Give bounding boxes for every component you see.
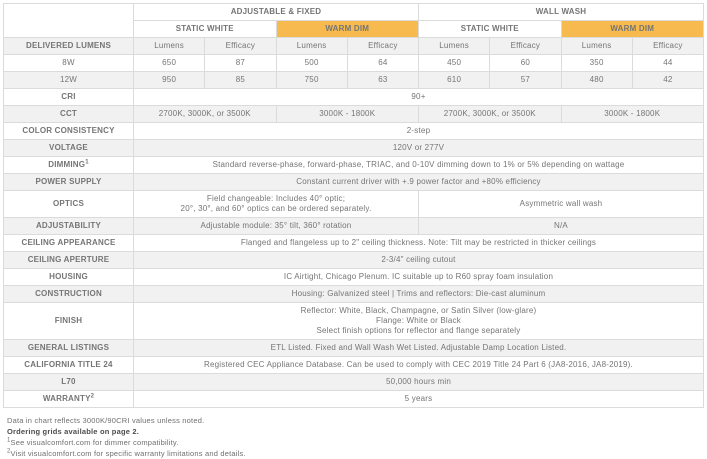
footnote-warranty (7, 448, 704, 459)
header-group-row (4, 4, 704, 21)
delivered-lumens-label: DELIVERED LUMENS (4, 38, 134, 55)
row-ceiling-appearance (4, 235, 704, 252)
dimming-label-text: DIMMING (48, 160, 86, 169)
row-california-title-24 (4, 357, 704, 374)
california-title-24-value: Registered CEC Appliance Database. Can be used to comply with CEC 2019 Title 24 Part 6 (JA8-2016, JA8-2019). (134, 357, 704, 374)
footnote-dimmer-text: See visualcomfort.com for dimmer compatibility. (10, 438, 179, 447)
row-cct (4, 106, 704, 123)
row-l70 (4, 374, 704, 391)
row-color-consistency (4, 123, 704, 140)
dimming-value: Standard reverse-phase, forward-phase, TRIAC, and 0-10V dimming down to 1% or 5% depending on wattage (134, 157, 704, 174)
col-efficacy: Efficacy (347, 38, 418, 55)
optics-value-wall-wash: Asymmetric wall wash (419, 191, 704, 218)
cct-value-ww-warm: 3000K - 1800K (561, 106, 704, 123)
value-cell: 57 (490, 72, 561, 89)
footnote-data-basis: Data in chart reflects 3000K/90CRI values unless noted. (7, 416, 205, 425)
subgroup-static-white-right: STATIC WHITE (419, 21, 562, 38)
adjustability-label: ADJUSTABILITY (4, 218, 134, 235)
value-cell: 610 (419, 72, 490, 89)
value-cell: 85 (205, 72, 276, 89)
construction-label: CONSTRUCTION (4, 286, 134, 303)
color-consistency-value: 2-step (134, 123, 704, 140)
optics-line2: 20°, 30°, and 60° optics can be ordered separately. (180, 204, 372, 213)
lumens-row-12w (4, 72, 704, 89)
value-cell: 87 (205, 55, 276, 72)
general-listings-label: GENERAL LISTINGS (4, 340, 134, 357)
col-efficacy: Efficacy (205, 38, 276, 55)
group-adjustable-fixed: ADJUSTABLE & FIXED (134, 4, 419, 21)
value-cell: 44 (632, 55, 703, 72)
value-cell: 42 (632, 72, 703, 89)
row-finish (4, 303, 704, 340)
color-consistency-label: COLOR CONSISTENCY (4, 123, 134, 140)
warranty-label-text: WARRANTY (42, 394, 91, 403)
power-supply-label: POWER SUPPLY (4, 174, 134, 191)
watt-label-12w: 12W (4, 72, 134, 89)
optics-label: OPTICS (4, 191, 134, 218)
footnote-warranty-marker: 2 (7, 448, 11, 455)
ceiling-appearance-value: Flanged and flangeless up to 2" ceiling thickness. Note: Tilt may be restricted in thicker ceilings (134, 235, 704, 252)
general-listings-value: ETL Listed. Fixed and Wall Wash Wet Listed. Adjustable Damp Location Listed. (134, 340, 704, 357)
col-lumens: Lumens (419, 38, 490, 55)
ceiling-appearance-label: CEILING APPEARANCE (4, 235, 134, 252)
spec-table (3, 3, 704, 408)
value-cell: 500 (276, 55, 347, 72)
cri-value: 90+ (134, 89, 704, 106)
voltage-value: 120V or 277V (134, 140, 704, 157)
housing-value: IC Airtight, Chicago Plenum. IC suitable up to R60 spray foam insulation (134, 269, 704, 286)
col-lumens: Lumens (134, 38, 205, 55)
row-warranty (4, 391, 704, 408)
warranty-footnote-marker: 2 (90, 393, 95, 400)
row-dimming (4, 157, 704, 174)
col-efficacy: Efficacy (632, 38, 703, 55)
adjustability-value-wall-wash: N/A (419, 218, 704, 235)
row-adjustability (4, 218, 704, 235)
subgroup-static-white-left: STATIC WHITE (134, 21, 277, 38)
footnote-dimmer (7, 437, 704, 448)
finish-label: FINISH (4, 303, 134, 340)
footnote-dimmer-marker: 1 (7, 437, 11, 444)
dimming-label (4, 157, 134, 174)
power-supply-value: Constant current driver with +.9 power factor and +80% efficiency (134, 174, 704, 191)
cct-value-adj-static: 2700K, 3000K, or 3500K (134, 106, 277, 123)
finish-line1: Reflector: White, Black, Champagne, or Satin Silver (low-glare) (300, 306, 537, 315)
group-wall-wash: WALL WASH (419, 4, 704, 21)
delivered-lumens-header-row (4, 38, 704, 55)
value-cell: 450 (419, 55, 490, 72)
voltage-label: VOLTAGE (4, 140, 134, 157)
row-power-supply (4, 174, 704, 191)
value-cell: 63 (347, 72, 418, 89)
col-efficacy: Efficacy (490, 38, 561, 55)
subgroup-warm-dim-right: WARM DIM (561, 21, 704, 38)
construction-value: Housing: Galvanized steel | Trims and reflectors: Die-cast aluminum (134, 286, 704, 303)
value-cell: 950 (134, 72, 205, 89)
finish-value (134, 303, 704, 340)
cct-value-ww-static: 2700K, 3000K, or 3500K (419, 106, 562, 123)
footnote-ordering-grids: Ordering grids available on page 2. (7, 427, 140, 436)
california-title-24-label: CALIFORNIA TITLE 24 (4, 357, 134, 374)
cct-value-adj-warm: 3000K - 1800K (276, 106, 419, 123)
subgroup-warm-dim-left: WARM DIM (276, 21, 419, 38)
warranty-value: 5 years (134, 391, 704, 408)
cct-label: CCT (4, 106, 134, 123)
cri-label: CRI (4, 89, 134, 106)
optics-value-adjustable (134, 191, 419, 218)
housing-label: HOUSING (4, 269, 134, 286)
value-cell: 480 (561, 72, 632, 89)
optics-line1: Field changeable: Includes 40° optic; (206, 194, 346, 203)
footnote-warranty-text: Visit visualcomfort.com for specific warranty limitations and details. (10, 449, 246, 458)
value-cell: 64 (347, 55, 418, 72)
col-lumens: Lumens (276, 38, 347, 55)
value-cell: 650 (134, 55, 205, 72)
lumens-row-8w (4, 55, 704, 72)
row-ceiling-aperture (4, 252, 704, 269)
value-cell: 350 (561, 55, 632, 72)
row-optics (4, 191, 704, 218)
footnotes (3, 415, 704, 459)
warranty-label (4, 391, 134, 408)
dimming-footnote-marker: 1 (85, 159, 89, 166)
row-general-listings (4, 340, 704, 357)
row-cri (4, 89, 704, 106)
l70-label: L70 (4, 374, 134, 391)
value-cell: 60 (490, 55, 561, 72)
watt-label-8w: 8W (4, 55, 134, 72)
ceiling-aperture-value: 2-3/4" ceiling cutout (134, 252, 704, 269)
l70-value: 50,000 hours min (134, 374, 704, 391)
finish-line3: Select finish options for reflector and flange separately (316, 326, 521, 335)
row-housing (4, 269, 704, 286)
value-cell: 750 (276, 72, 347, 89)
col-lumens: Lumens (561, 38, 632, 55)
ceiling-aperture-label: CEILING APERTURE (4, 252, 134, 269)
row-voltage (4, 140, 704, 157)
adjustability-value-adjustable: Adjustable module: 35° tilt, 360° rotation (134, 218, 419, 235)
corner-cell (4, 4, 134, 38)
row-construction (4, 286, 704, 303)
finish-line2: Flange: White or Black (376, 316, 461, 325)
